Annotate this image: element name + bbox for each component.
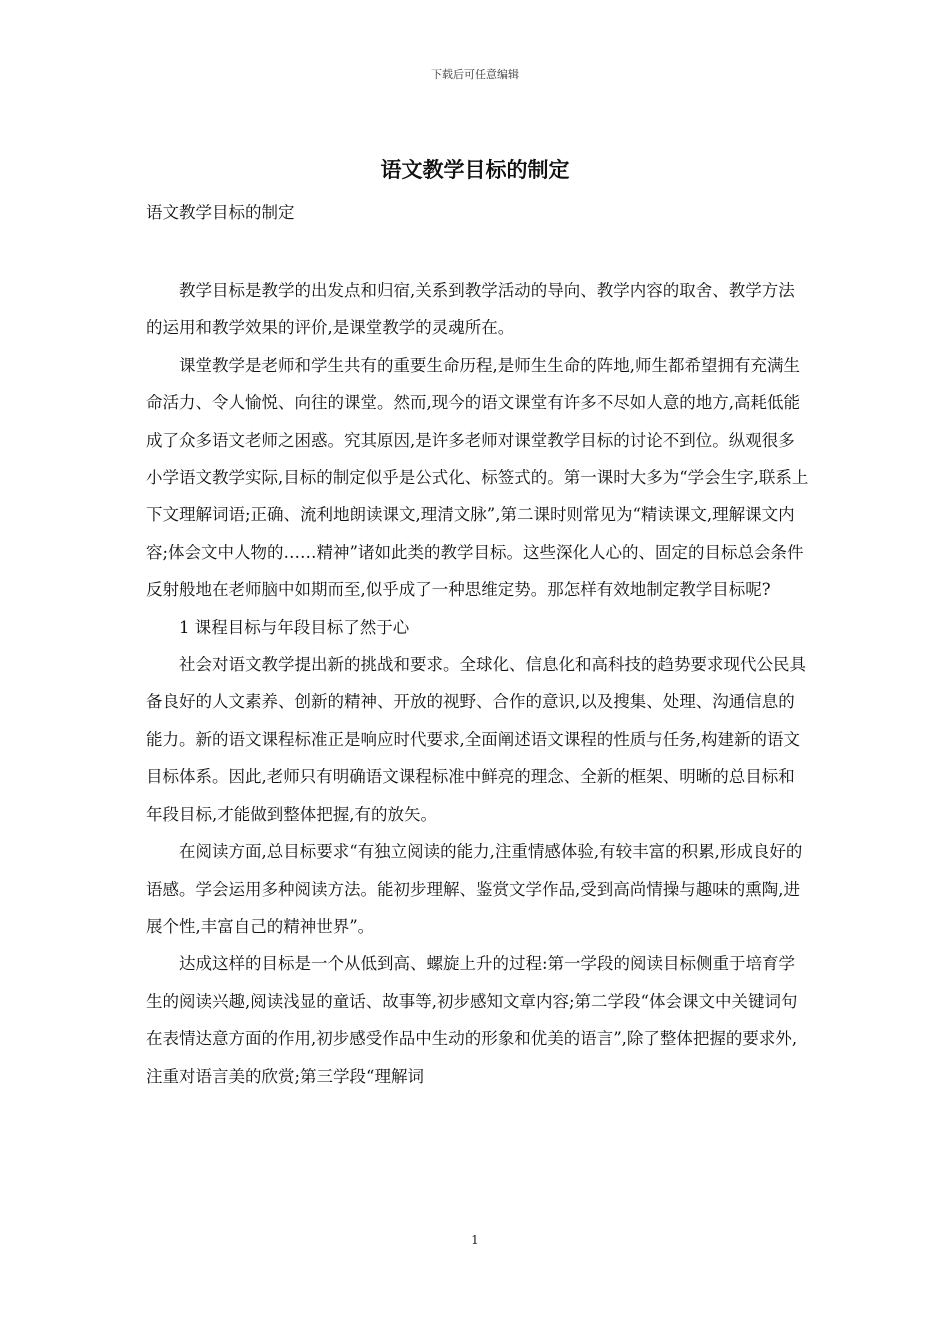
page-header: 下载后可任意编辑 xyxy=(431,68,519,81)
paragraph: 教学目标是教学的出发点和归宿,关系到教学活动的导向、教学内容的取舍、教学方法的运用和教学效果的评价,是课堂教学的灵魂所在。 xyxy=(146,281,795,338)
paragraph: 在阅读方面,总目标要求“有独立阅读的能力,注重情感体验,有较丰富的积累,形成良好的语感。学会运用多种阅读方法。能初步理解、鉴赏文学作品,受到高尚情操与趣味的熏陶,进展个性,丰富自己的精神世界”。 xyxy=(146,842,803,936)
document-title: 语文教学目标的制定 xyxy=(380,158,570,182)
paragraph: 社会对语文教学提出新的挑战和要求。全球化、信息化和高科技的趋势要求现代公民具备良好的人文素养、创新的精神、开放的视野、合作的意识,以及搜集、处理、沟通信息的能力。新的语文课程标准正是响应时代要求,全面阐述语文课程的性质与任务,构建新的语文目标体系。因此,老师只有明确语文课程标准中鲜亮的理念、全新的框架、明晰的总目标和年段目标,才能做到整体把握,有的放矢。 xyxy=(146,655,806,824)
paragraph: 课堂教学是老师和学生共有的重要生命历程,是师生生命的阵地,师生都希望拥有充满生命活力、令人愉悦、向往的课堂。然而,现今的语文课堂有许多不尽如人意的地方,高耗低能成了众多语文老师之困惑。究其原因,是许多老师对课堂教学目标的讨论不到位。纵观很多小学语文教学实际,目标的制定似乎是公式化、标签式的。第一课时大多为“学会生字,联系上下文理解词语;正确、流利地朗读课文,理清文脉”,第二课时则常见为“精读课文,理解课文内容;体会文中人物的……精神”诸如此类的教学目标。这些深化人心的、固定的目标总会条件反射般地在老师脑中如期而至,似乎成了一种思维定势。那怎样有效地制定教学目标呢? xyxy=(146,355,809,600)
page-number: 1 xyxy=(471,1233,479,1247)
document-body xyxy=(146,272,811,1095)
paragraph: 达成这样的目标是一个从低到高、螺旋上升的过程:第一学段的阅读目标侧重于培育学生的阅读兴趣,阅读浅显的童话、故事等,初步感知文章内容;第二学段“体会课文中关键词句在表情达意方面的作用,初步感受作品中生动的形象和优美的语言”,除了整体把握的要求外,注重对语言美的欣赏;第三学段“理解词 xyxy=(146,954,798,1086)
section-heading: 1 课程目标与年段目标了然于心 xyxy=(179,617,410,637)
document-subtitle: 语文教学目标的制定 xyxy=(146,203,295,222)
